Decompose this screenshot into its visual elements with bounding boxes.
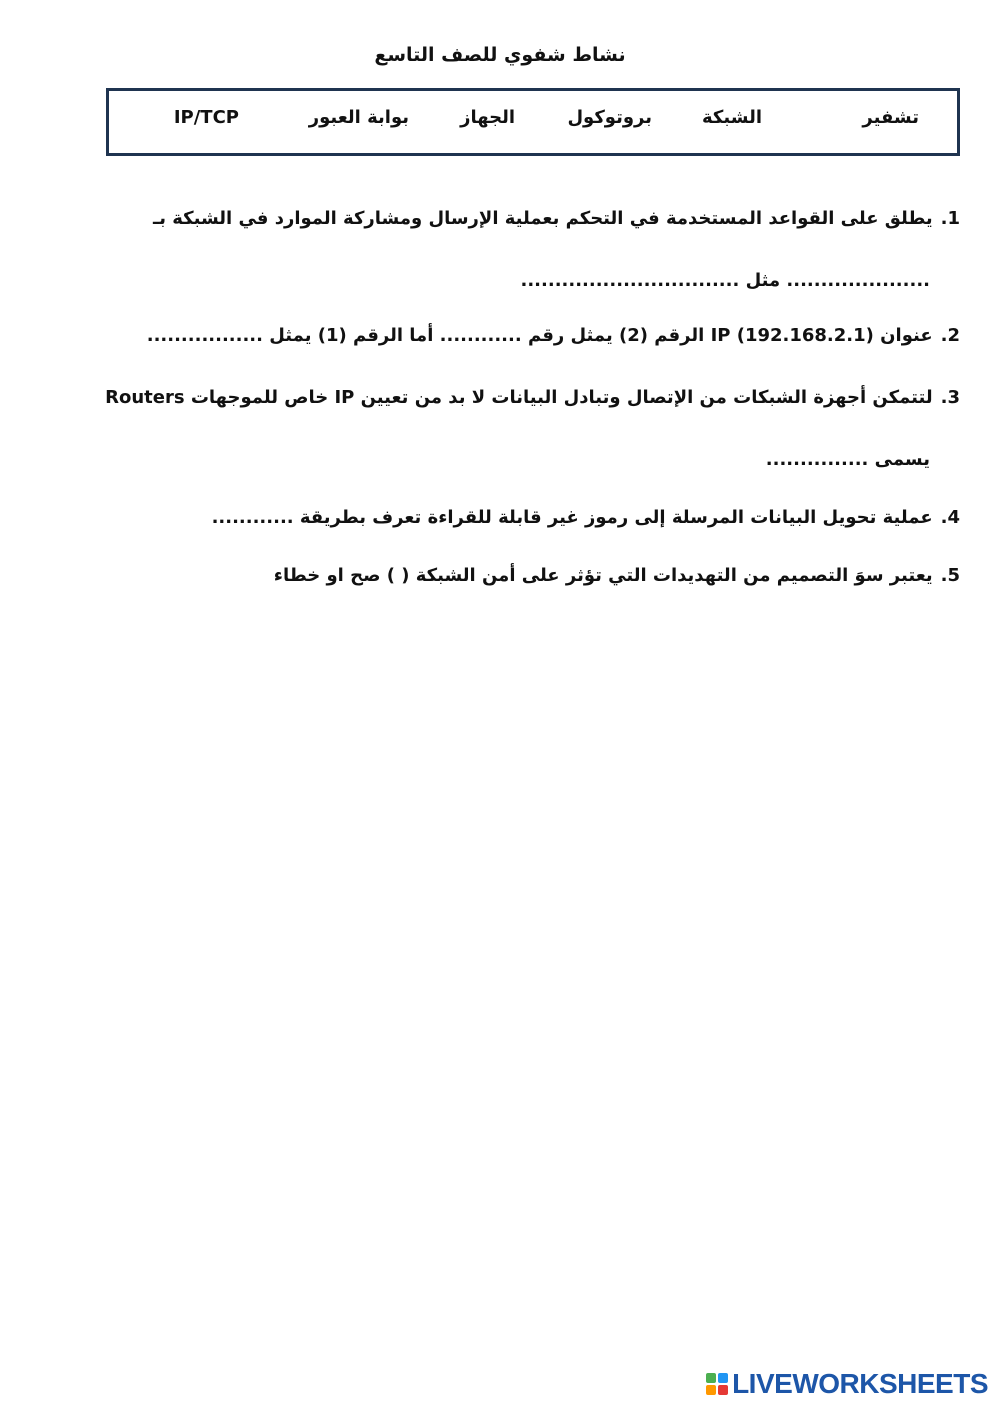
word-bank-item: تشفير xyxy=(862,107,919,128)
question-number: 3. xyxy=(940,387,960,408)
question-text: يعتبر سوَ التصميم من التهديدات التي تؤثر على أمن الشبكة ( ) صح او خطاء xyxy=(273,565,933,586)
question-1 xyxy=(153,208,960,229)
word-bank-item: IP/TCP xyxy=(173,107,239,128)
question-number: 2. xyxy=(940,325,960,346)
question-3 xyxy=(105,387,960,408)
question-1-continuation: ..................... مثل ................................ xyxy=(520,270,930,291)
word-bank-item: الشبكة xyxy=(702,107,762,128)
question-text: يطلق على القواعد المستخدمة في التحكم بعملية الإرسال ومشاركة الموارد في الشبكة بـ xyxy=(153,208,933,229)
question-number: 5. xyxy=(940,565,960,586)
question-number: 4. xyxy=(940,507,960,528)
page-title: نشاط شفوي للصف التاسع xyxy=(374,44,626,66)
question-number: 1. xyxy=(940,208,960,229)
question-3-continuation: يسمى ............... xyxy=(765,449,930,470)
question-5 xyxy=(274,565,960,586)
question-text: عملية تحويل البيانات المرسلة إلى رموز غير قابلة للقراءة تعرف بطريقة ............ xyxy=(211,507,933,528)
word-bank-item: بوابة العبور xyxy=(308,107,409,128)
word-bank-box xyxy=(106,88,960,156)
liveworksheets-logo xyxy=(706,1368,988,1400)
liveworksheets-logo-icon xyxy=(706,1373,728,1395)
word-bank-item: الجهاز xyxy=(460,107,515,128)
question-text: عنوان IP (192.168.2.1) الرقم (2) يمثل رقم ............ أما الرقم (1) يمثل ................. xyxy=(146,325,933,346)
brand-name: LIVEWORKSHEETS xyxy=(732,1368,988,1399)
question-2 xyxy=(147,325,960,346)
question-text: لتتمكن أجهزة الشبكات من الإتصال وتبادل البيانات لا بد من تعيين IP خاص للموجهات Routers xyxy=(105,387,933,408)
question-4 xyxy=(212,507,960,528)
word-bank-item: بروتوكول xyxy=(567,107,652,128)
